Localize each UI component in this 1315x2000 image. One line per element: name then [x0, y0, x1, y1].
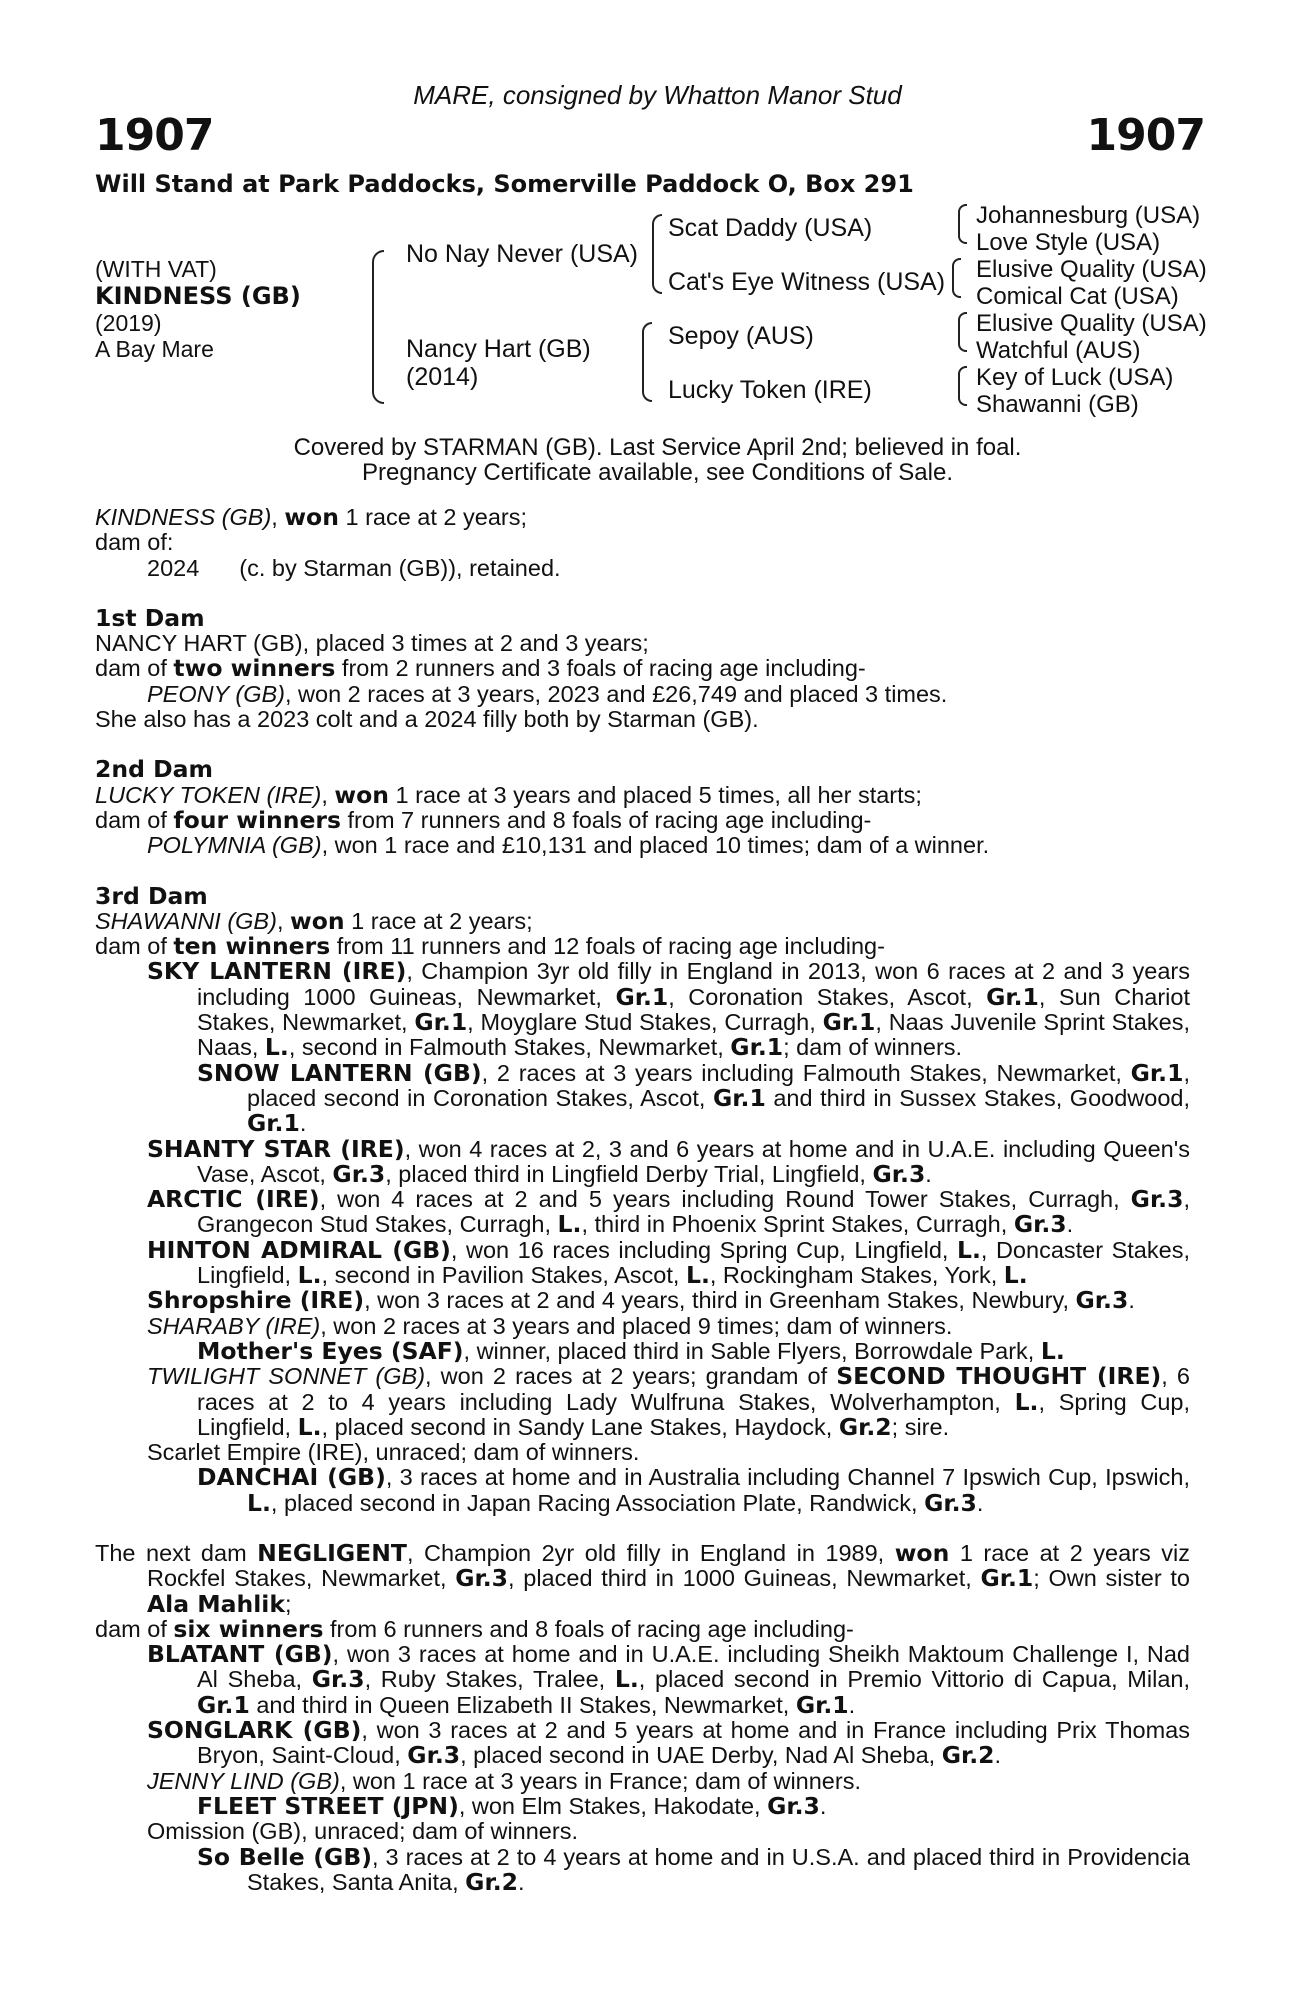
pedigree-brace-g1 [958, 204, 967, 244]
entry-songlark: SONGLARK (GB), won 3 races at 2 and 5 years at home and in France including Prix Thomas Bryon, Saint-Cloud, Gr.3, placed second in UAE Derby, Nad Al Sheba, Gr.2. [147, 1716, 1190, 1770]
entry-twilight-sonnet: TWILIGHT SONNET (GB), won 2 races at 2 years; grandam of SECOND THOUGHT (IRE), 6 races at 2 to 4 years including Lady Wulfruna Stakes, Wolverhampton, L., Spring Cup, Lingfield, L., placed second in Sandy Lane Stakes, Haydock, Gr.2; sire. [147, 1362, 1191, 1441]
pedigree-g4: Comical Cat (USA) [976, 283, 1179, 310]
pedigree-dam-dam: Lucky Token (IRE) [668, 376, 872, 404]
third-dam-line-2: dam of ten winners from 11 runners and 12 foals of racing age including- [95, 932, 885, 961]
record-line: KINDNESS (GB), won 1 race at 2 years; [95, 503, 528, 531]
first-dam-heading: 1st Dam [95, 603, 205, 632]
record-dam-of: dam of: [95, 529, 174, 556]
lot-number-right: 1907 [1086, 110, 1205, 161]
entry-arctic: ARCTIC (IRE), won 4 races at 2 and 5 years including Round Tower Stakes, Curragh, Gr.3, Grangecon Stud Stakes, Curragh, L., third in Phoenix Sprint Stakes, Curragh, Gr.3. [147, 1185, 1190, 1239]
entry-so-belle: So Belle (GB), 3 races at 2 to 4 years at home and in U.S.A. and placed third in Providencia Stakes, Santa Anita, Gr.2. [197, 1842, 1190, 1896]
third-dam-heading: 3rd Dam [95, 881, 208, 910]
pedigree-g5: Elusive Quality (USA) [976, 310, 1207, 337]
horse-year: (2019) [95, 310, 162, 336]
pedigree-sire-dam: Cat's Eye Witness (USA) [668, 268, 946, 296]
covering-line-1: Covered by STARMAN (GB). Last Service April 2nd; believed in foal. [293, 434, 1022, 461]
third-dam-line-1: SHAWANNI (GB), won 1 race at 2 years; [95, 906, 533, 935]
first-dam-line-4: She also has a 2023 colt and a 2024 filly both by Starman (GB). [95, 706, 759, 733]
consignment-line: MARE, consigned by Whatton Manor Stud [413, 80, 902, 110]
lot-number-left: 1907 [95, 110, 214, 161]
second-dam-line-2: dam of four winners from 7 runners and 8 foals of racing age including- [95, 805, 872, 834]
entry-hinton-admiral: HINTON ADMIRAL (GB), won 16 races including Spring Cup, Lingfield, L., Doncaster Stakes, Lingfield, L., second in Pavilion Stakes, Ascot, L., Rockingham Stakes, York, L. [147, 1235, 1190, 1290]
next-dam-line-2: dam of six winners from 6 runners and 8 foals of racing age including- [95, 1614, 854, 1643]
first-dam-peony: PEONY (GB), won 2 races at 3 years, 2023 and £26,749 and placed 3 times. [147, 680, 948, 707]
record-won: won [284, 503, 339, 531]
entry-mothers-eyes: Mother's Eyes (SAF), winner, placed third in Sable Flyers, Borrowdale Park, L. [197, 1336, 1065, 1365]
second-dam-heading: 2nd Dam [95, 755, 213, 784]
entry-sharaby: SHARABY (IRE), won 2 races at 3 years and placed 9 times; dam of winners. [147, 1312, 953, 1339]
pedigree-brace-main [372, 250, 384, 404]
horse-name: KINDNESS (GB) [95, 282, 301, 310]
entry-danchai: DANCHAI (GB), 3 races at home and in Australia including Channel 7 Ipswich Cup, Ipswich, L., placed second in Japan Racing Association Plate, Randwick, Gr.3. [197, 1463, 1190, 1517]
pedigree-g3: Elusive Quality (USA) [976, 256, 1207, 283]
pedigree-brace-dam [642, 322, 652, 402]
first-dam-line-2: dam of two winners from 2 runners and 3 foals of racing age including- [95, 654, 866, 683]
entry-omission: Omission (GB), unraced; dam of winners. [147, 1818, 578, 1845]
entry-sky-lantern: SKY LANTERN (IRE), Champion 3yr old filly in England in 2013, won 6 races at 2 and 3 years including 1000 Guineas, Newmarket, Gr.1, Coronation Stakes, Ascot, Gr.1, Sun Chariot Stakes, Newmarket, Gr.1, Moyglare Stud Stakes, Curragh, Gr.1, Naas Juvenile Sprint Stakes, Naas, L., second in Falmouth Stakes, Newmarket, Gr.1; dam of winners. [147, 957, 1191, 1062]
second-dam-polymnia: POLYMNIA (GB), won 1 race and £10,131 and placed 10 times; dam of a winner. [147, 832, 990, 859]
first-dam-line-1: NANCY HART (GB), placed 3 times at 2 and 3 years; [95, 630, 649, 657]
pedigree-dam-year: (2014) [406, 363, 479, 391]
produce-year: 2024 [147, 554, 200, 581]
pedigree-sire: No Nay Never (USA) [406, 240, 638, 268]
record-name: KINDNESS (GB) [95, 504, 272, 530]
entry-fleet-street: FLEET STREET (JPN), won Elm Stakes, Hakodate, Gr.3. [197, 1791, 827, 1820]
produce-line [95, 556, 1190, 581]
pedigree-brace-g4 [958, 366, 967, 406]
pedigree-g2: Love Style (USA) [976, 229, 1161, 256]
covering-line-2: Pregnancy Certificate available, see Conditions of Sale. [362, 459, 953, 486]
entry-snow-lantern: SNOW LANTERN (GB), 2 races at 3 years including Falmouth Stakes, Newmarket, Gr.1, placed second in Coronation Stakes, Ascot, Gr.1 and third in Sussex Stakes, Goodwood, Gr.1. [197, 1058, 1190, 1138]
pedigree-dam: Nancy Hart (GB) [406, 335, 591, 363]
entry-blatant: BLATANT (GB), won 3 races at home and in U.A.E. including Sheikh Maktoum Challenge I, Nad Al Sheba, Gr.3, Ruby Stakes, Tralee, L., placed second in Premio Vittorio di Capua, Milan, Gr.1 and third in Queen Elizabeth II Stakes, Newmarket, Gr.1. [147, 1640, 1190, 1719]
pedigree-g6: Watchful (AUS) [976, 337, 1141, 364]
location-line: Will Stand at Park Paddocks, Somerville Paddock O, Box 291 [95, 170, 914, 198]
pedigree-g1: Johannesburg (USA) [976, 202, 1201, 229]
record-text: 1 race at 2 years; [338, 504, 528, 530]
pedigree-brace-g2 [952, 258, 961, 298]
second-dam-line-1: LUCKY TOKEN (IRE), won 1 race at 3 years and placed 5 times, all her starts; [95, 780, 922, 809]
pedigree-brace-g3 [958, 312, 967, 352]
vat-note: (WITH VAT) [95, 256, 217, 282]
entry-jenny-lind: JENNY LIND (GB), won 1 race at 3 years in France; dam of winners. [147, 1767, 861, 1794]
pedigree-dam-sire: Sepoy (AUS) [668, 322, 814, 350]
entry-scarlet-empire: Scarlet Empire (IRE), unraced; dam of winners. [147, 1439, 640, 1466]
pedigree-sire-sire: Scat Daddy (USA) [668, 214, 873, 242]
pedigree-g7: Key of Luck (USA) [976, 364, 1174, 391]
horse-description: A Bay Mare [95, 336, 214, 362]
entry-shropshire: Shropshire (IRE), won 3 races at 2 and 4 years, third in Greenham Stakes, Newbury, Gr.3. [147, 1286, 1135, 1315]
pedigree-g8: Shawanni (GB) [976, 391, 1139, 418]
produce-text: (c. by Starman (GB)), retained. [239, 554, 561, 581]
next-dam-intro: The next dam NEGLIGENT, Champion 2yr old filly in England in 1989, won 1 race at 2 years viz Rockfel Stakes, Newmarket, Gr.3, placed third in 1000 Guineas, Newmarket, Gr.1; Own sister to Ala Mahlik; [95, 1538, 1190, 1618]
catalogue-body [95, 505, 1190, 1895]
pedigree-brace-sire [652, 214, 662, 294]
entry-shanty-star: SHANTY STAR (IRE), won 4 races at 2, 3 and 6 years at home and in U.A.E. including Queen's Vase, Ascot, Gr.3, placed third in Lingfield Derby Trial, Lingfield, Gr.3. [147, 1134, 1190, 1188]
